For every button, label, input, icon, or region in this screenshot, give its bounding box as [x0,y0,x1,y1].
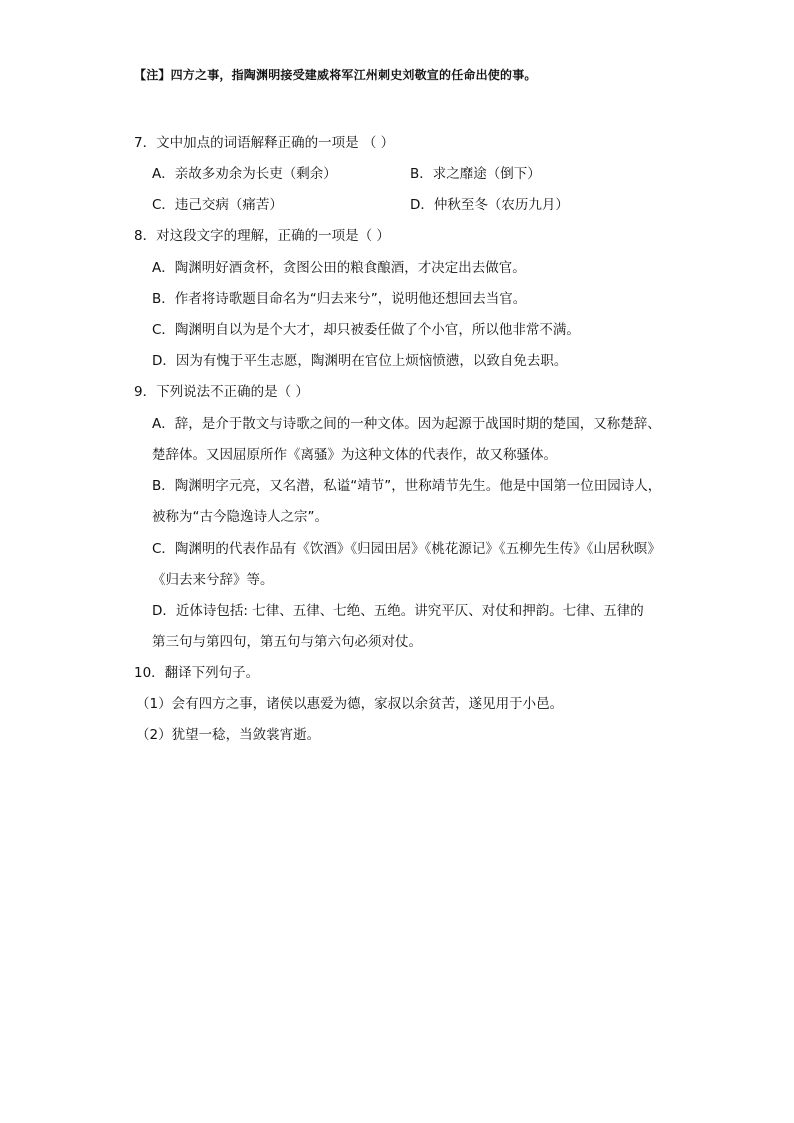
annotation-note: 【注】四方之事，指陶渊明接受建威将军江州刺史刘敬宣的任命出使的事。 [134,68,537,82]
question-9-option-a-line2: 楚辞体。又因屈原所作《离骚》为这种文体的代表作，故又称骚体。 [152,447,557,463]
question-9-option-d-line1: D．近体诗包括: 七律、五律、七绝、五绝。讲究平仄、对仗和押韵。七律、五律的 [152,603,644,619]
question-9-option-c-line1: C．陶渊明的代表作品有《饮酒》《归园田居》《桃花源记》《五柳先生传》《山居秋暝》 [152,541,661,557]
question-7-stem: 7．文中加点的词语解释正确的一项是 （ ） [134,135,395,151]
question-7-option-d: D．仲秋至冬（农历九月） [410,197,569,213]
question-9-option-a-line1: A．辞，是介于散文与诗歌之间的一种文体。因为起源于战国时期的楚国，又称楚辞、 [152,416,661,432]
question-9-option-d-line2: 第三句与第四句，第五句与第六句必须对仗。 [152,634,422,650]
question-7-option-b: B．求之靡途（倒下） [410,166,541,182]
question-7-option-a: A．亲故多劝余为长吏（剩余） [152,166,337,182]
question-8-option-d: D．因为有愧于平生志愿，陶渊明在官位上烦恼愤懑，以致自免去职。 [152,353,568,369]
question-8-option-b: B．作者将诗歌题目命名为“归去来兮”，说明他还想回去当官。 [152,291,527,307]
question-10-sentence-1: （1）会有四方之事，诸侯以惠爱为德，家叔以余贫苦，遂见用于小邑。 [136,696,564,712]
question-9-option-b-line1: B．陶渊明字元亮，又名潜，私谥“靖节”，世称靖节先生。他是中国第一位田园诗人， [152,478,662,494]
question-8-option-a: A．陶渊明好酒贪杯，贪图公田的粮食酿酒，才决定出去做官。 [152,260,526,276]
question-8-stem: 8．对这段文字的理解，正确的一项是（ ） [134,228,390,244]
question-10-stem: 10．翻译下列句子。 [134,665,260,681]
question-9-option-b-line2: 被称为“古今隐逸诗人之宗”。 [152,509,328,525]
question-8-option-c: C．陶渊明自以为是个大才，却只被委任做了个小官，所以他非常不满。 [152,322,580,338]
question-9-stem: 9．下列说法不正确的是（ ） [134,384,309,400]
question-9-option-c-line2: 《归去来兮辞》等。 [152,572,274,588]
question-10-sentence-2: （2）犹望一稔，当敛裳宵逝。 [136,727,321,743]
question-7-option-c: C．违己交病（痛苦） [152,197,283,213]
